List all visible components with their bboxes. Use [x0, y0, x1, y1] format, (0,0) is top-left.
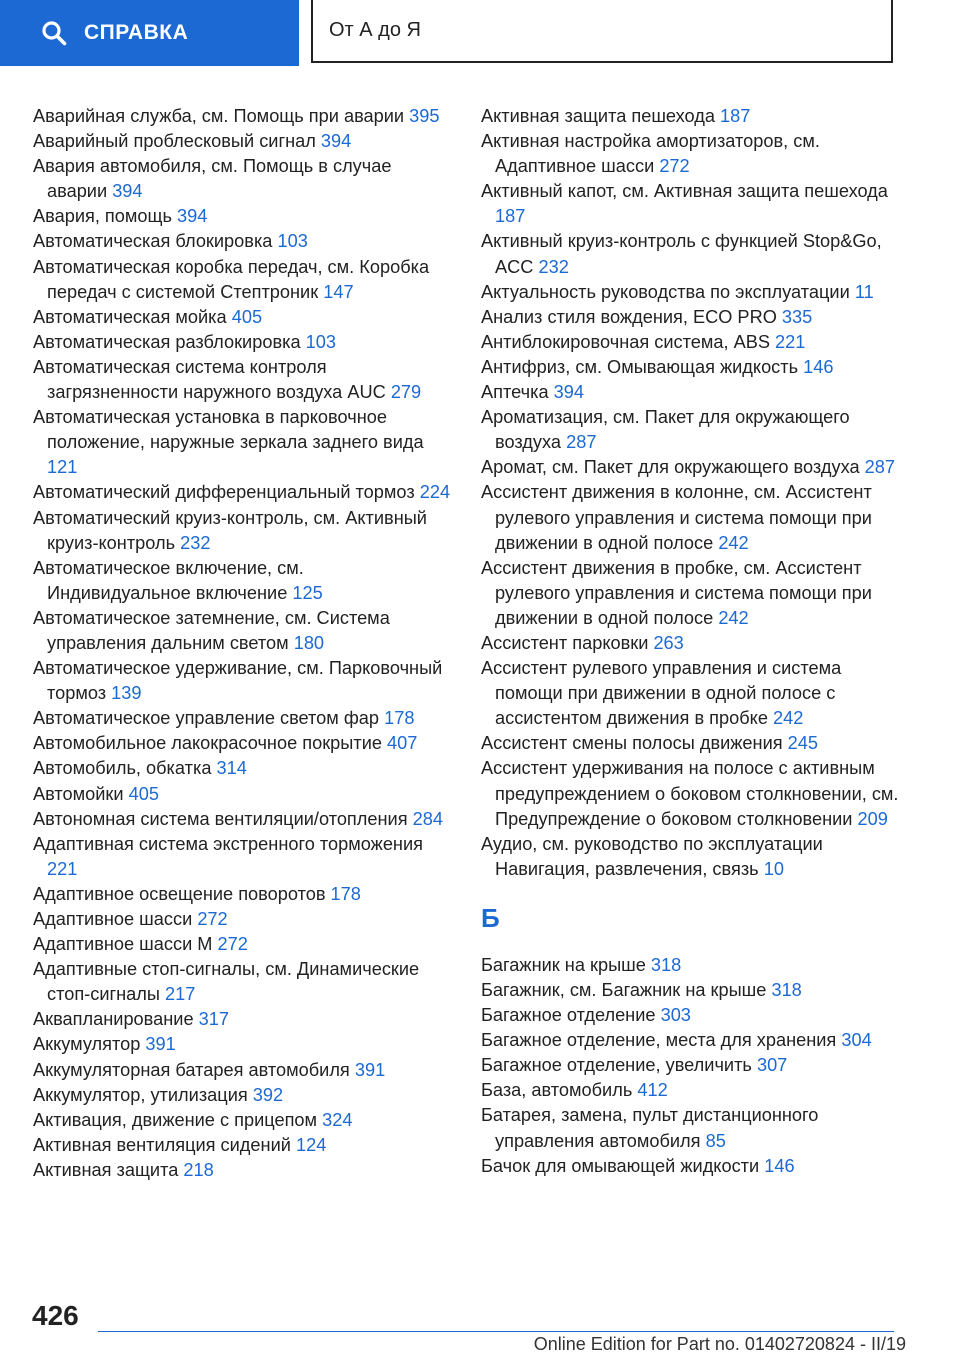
- page-link[interactable]: 232: [538, 256, 569, 277]
- page-link[interactable]: 187: [720, 106, 751, 126]
- index-entry-text: Автоматическая коробка передач, см. Коробка передач с системой Стептроник: [33, 256, 430, 302]
- index-entry: [481, 380, 901, 405]
- page-link[interactable]: 218: [183, 1159, 214, 1180]
- index-entry: [33, 330, 451, 355]
- index-entry-text: Адаптивная система экстренного торможения: [33, 833, 423, 854]
- index-entry: [481, 305, 901, 330]
- index-entry-text: Активная вентиляция сидений: [33, 1134, 291, 1155]
- index-entry: [33, 204, 451, 229]
- page-link[interactable]: 335: [781, 306, 813, 327]
- index-entry: [481, 455, 901, 480]
- index-entry: [481, 1028, 901, 1053]
- page-link[interactable]: 287: [864, 457, 895, 478]
- page-link[interactable]: 272: [659, 156, 690, 177]
- index-entry-text: Автомобильное лакокрасочное покрытие: [33, 733, 382, 754]
- index-entry-text: Авария, помощь: [33, 206, 172, 227]
- index-entry: [481, 1103, 901, 1153]
- index-entry: [481, 656, 901, 731]
- page-link[interactable]: 392: [252, 1084, 284, 1105]
- index-entry-text: Автоматическое затемнение, см. Система управления дальним светом: [33, 607, 390, 653]
- index-entry: [481, 1053, 901, 1078]
- index-entry: [481, 978, 901, 1003]
- index-entry: [481, 355, 901, 380]
- index-entry-text: Автоматическая система контроля загрязненности наружного воздуха AUC: [33, 356, 386, 403]
- index-entry-text: Активация, движение с прицепом: [33, 1109, 318, 1130]
- footer-divider: [98, 1331, 894, 1332]
- index-column-left: [33, 104, 451, 1183]
- index-entry-text: Авария автомобиля, см. Помощь в случае аварии: [33, 156, 392, 202]
- page-link[interactable]: 10: [763, 858, 784, 879]
- page-link[interactable]: 391: [145, 1034, 176, 1055]
- index-entry: [481, 953, 901, 978]
- page-link[interactable]: 217: [165, 984, 196, 1005]
- index-entry: [33, 1058, 451, 1083]
- index-entry-text: Активный капот, см. Активная защита пешехода: [481, 181, 888, 202]
- page-link[interactable]: 263: [653, 632, 684, 653]
- index-entry-text: Багажник, см. Багажник на крыше: [481, 980, 767, 1000]
- index-entry-text: Аптечка: [481, 382, 549, 403]
- index-entry: [481, 631, 901, 656]
- index-entry-text: Автоматическое удерживание, см. Парковочный тормоз: [33, 658, 443, 704]
- index-entry: [33, 932, 451, 957]
- index-entry: [481, 731, 901, 756]
- index-entry: [481, 1003, 901, 1028]
- index-entry: [481, 480, 901, 555]
- index-entry: [33, 355, 451, 405]
- page-link[interactable]: 224: [419, 482, 451, 503]
- page-link[interactable]: 124: [295, 1134, 327, 1155]
- index-entry: [33, 656, 451, 706]
- page-link[interactable]: 146: [803, 356, 834, 377]
- index-entry-text: Батарея, замена, пульт дистанционного управления автомобиля: [481, 1105, 819, 1151]
- index-entry: [33, 606, 451, 656]
- index-entry-text: Автономная система вентиляции/отопления: [33, 808, 408, 829]
- index-entry: [33, 1083, 451, 1108]
- index-group-a: [481, 104, 901, 882]
- index-entry-text: Адаптивное шасси: [33, 909, 193, 929]
- page-link[interactable]: 395: [409, 106, 440, 126]
- index-entry-text: Аромат, см. Пакет для окружающего воздуха: [481, 457, 860, 478]
- page-link[interactable]: 103: [305, 331, 336, 352]
- index-entry-text: Автоматическая установка в парковочное положение, наружные зеркала заднего вида: [33, 407, 424, 453]
- page-link[interactable]: 314: [216, 758, 247, 779]
- page-link[interactable]: 394: [112, 181, 143, 202]
- index-column-right: [481, 104, 901, 1179]
- page-link[interactable]: 11: [854, 281, 874, 302]
- index-entry: [33, 506, 451, 556]
- index-entry: [33, 1158, 451, 1183]
- index-entry-text: Автомобиль, обкатка: [33, 758, 212, 779]
- index-entry: [33, 229, 451, 254]
- page-link[interactable]: 279: [390, 382, 422, 403]
- index-entry: [481, 1154, 901, 1179]
- index-entry-text: Ароматизация, см. Пакет для окружающего воздуха: [481, 407, 850, 453]
- page-link[interactable]: 394: [320, 131, 352, 152]
- index-entry-text: Антиблокировочная система, ABS: [481, 331, 770, 352]
- index-entry: [481, 405, 901, 455]
- index-entry-text: Аккумулятор, утилизация: [33, 1084, 248, 1105]
- index-entry-text: Аудио, см. руководство по эксплуатации Навигация, развлечения, связь: [481, 833, 823, 879]
- index-entry: [33, 1108, 451, 1133]
- index-entry: [481, 330, 901, 355]
- index-entry-text: Автоматический дифференциальный тормоз: [33, 482, 415, 503]
- index-entry-text: Активная защита пешехода: [481, 106, 715, 126]
- index-entry-text: Ассистент движения в колонне, см. Ассистент рулевого управления и система помощи при движении в одной полосе: [481, 482, 872, 553]
- index-entry: [33, 1032, 451, 1057]
- tab-a-to-z-label: От А до Я: [329, 19, 421, 41]
- index-entry: [33, 706, 451, 731]
- page-link[interactable]: 272: [217, 934, 248, 955]
- index-entry-text: Автомойки: [33, 783, 124, 804]
- index-entry-text: Ассистент парковки: [481, 632, 649, 653]
- index-entry: [33, 907, 451, 932]
- index-entry-text: Автоматическое включение, см. Индивидуальное включение: [33, 557, 304, 603]
- page-link[interactable]: 187: [495, 206, 526, 227]
- index-entry-text: Активный круиз-контроль с функцией Stop&Go, ACC: [481, 231, 882, 277]
- page-link[interactable]: 232: [180, 532, 211, 553]
- index-entry: [33, 1133, 451, 1158]
- index-entry-text: Анализ стиля вождения, ECO PRO: [481, 306, 777, 327]
- index-entry: [33, 405, 451, 480]
- index-entry-text: Антифриз, см. Омывающая жидкость: [481, 356, 799, 377]
- page-link[interactable]: 139: [111, 683, 142, 704]
- index-entry: [33, 882, 451, 907]
- page-link[interactable]: 307: [756, 1055, 788, 1076]
- page-link[interactable]: 303: [660, 1005, 691, 1026]
- index-entry-text: Ассистент смены полосы движения: [481, 733, 783, 754]
- index-entry: [33, 104, 451, 129]
- page-link[interactable]: 85: [705, 1130, 726, 1151]
- index-entry: [481, 832, 901, 882]
- page-link[interactable]: 242: [718, 607, 749, 628]
- index-entry-text: Ассистент рулевого управления и система помощи при движении в одной полосе с ассистентом движения в пробке: [481, 658, 842, 729]
- index-entry-text: Аварийный проблесковый сигнал: [33, 131, 316, 152]
- index-entry-text: Адаптивные стоп-сигналы, см. Динамические стоп-сигналы: [33, 959, 420, 1005]
- index-entry-text: Активная защита: [33, 1159, 179, 1180]
- page-link[interactable]: 324: [322, 1109, 353, 1130]
- index-entry: [33, 957, 451, 1007]
- index-entry-text: Аквапланирование: [33, 1009, 194, 1030]
- page-link[interactable]: 391: [354, 1059, 386, 1080]
- index-entry: [33, 807, 451, 832]
- index-entry-text: Бачок для омывающей жидкости: [481, 1155, 760, 1176]
- header: [0, 0, 960, 66]
- index-entry: [481, 229, 901, 279]
- page-link[interactable]: 394: [177, 206, 208, 227]
- page-link[interactable]: 121: [47, 457, 78, 478]
- index-entry-text: Автоматическая разблокировка: [33, 331, 301, 352]
- index-entry: [481, 129, 901, 179]
- index-entry-text: Ассистент движения в пробке, см. Ассистент рулевого управления и система помощи при движении в одной полосе: [481, 557, 872, 628]
- index-entry: [481, 179, 901, 229]
- index-entry: [33, 480, 451, 505]
- index-entry: [481, 556, 901, 631]
- index-entry-text: Аккумуляторная батарея автомобиля: [33, 1059, 350, 1080]
- index-entry-text: Ассистент удерживания на полосе с активным предупреждением о боковом столкновении, см. Предупреждение о боковом столкновении: [481, 758, 899, 829]
- page-link[interactable]: 209: [857, 808, 888, 829]
- index-entry: [33, 782, 451, 807]
- page-link[interactable]: 178: [330, 883, 361, 904]
- index-entry-text: Багажное отделение: [481, 1005, 656, 1026]
- index-entry: [481, 104, 901, 129]
- index-entry-text: Адаптивное освещение поворотов: [33, 883, 326, 904]
- tab-help-label: СПРАВКА: [84, 21, 189, 44]
- search-icon[interactable]: [40, 19, 68, 47]
- index-entry-text: Автоматическая мойка: [33, 306, 227, 327]
- page-link[interactable]: 103: [277, 231, 308, 252]
- page-link[interactable]: 318: [650, 954, 682, 975]
- page-link[interactable]: 284: [412, 808, 443, 829]
- page-link[interactable]: 405: [128, 783, 159, 804]
- page-link[interactable]: 125: [292, 582, 323, 603]
- index-entry-text: База, автомобиль: [481, 1080, 633, 1101]
- page-link[interactable]: 317: [198, 1009, 229, 1030]
- index-entry: [33, 305, 451, 330]
- page-link[interactable]: 405: [231, 306, 263, 327]
- index-entry-text: Адаптивное шасси M: [33, 934, 213, 955]
- index-entry-text: Автоматический круиз-контроль, см. Активный круиз-контроль: [33, 507, 427, 553]
- page-link[interactable]: 412: [637, 1080, 668, 1101]
- index-entry-text: Багажное отделение, места для хранения: [481, 1030, 837, 1051]
- page-link[interactable]: 178: [384, 708, 415, 729]
- page-link[interactable]: 318: [771, 980, 802, 1000]
- index-entry: [33, 756, 451, 781]
- page-link[interactable]: 146: [764, 1155, 795, 1176]
- index-entry: [481, 1078, 901, 1103]
- page-link[interactable]: 287: [566, 432, 597, 453]
- page-link[interactable]: 245: [787, 733, 819, 754]
- index-entry-text: Аварийная служба, см. Помощь при аварии: [33, 106, 405, 126]
- index-entry: [481, 280, 901, 305]
- index-entry-text: Актуальность руководства по эксплуатации: [481, 281, 850, 302]
- index-entry: [33, 556, 451, 606]
- index-entry: [33, 129, 451, 154]
- page-link[interactable]: 221: [775, 331, 806, 352]
- index-entry: [33, 1007, 451, 1032]
- footer-edition-text: Online Edition for Part no. 01402720824 - II/19: [533, 1334, 906, 1354]
- page-link[interactable]: 242: [773, 708, 804, 729]
- page-link[interactable]: 147: [323, 281, 354, 302]
- page-link[interactable]: 180: [293, 632, 325, 653]
- index-entry: [481, 756, 901, 831]
- index-entry: [33, 154, 451, 204]
- page-link[interactable]: 221: [47, 858, 78, 879]
- index-entry: [33, 255, 451, 305]
- index-entry-text: Багажник на крыше: [481, 954, 646, 975]
- index-entry: [33, 731, 451, 756]
- tab-help[interactable]: [0, 0, 299, 66]
- index-entry-text: Багажное отделение, увеличить: [481, 1055, 752, 1076]
- index-entry: [33, 832, 451, 882]
- page-link[interactable]: 242: [718, 532, 749, 553]
- index-entry-text: Автоматическая блокировка: [33, 231, 273, 252]
- page-link[interactable]: 304: [841, 1030, 872, 1051]
- page-link[interactable]: 272: [197, 909, 228, 929]
- section-letter: Б: [481, 902, 500, 933]
- index-entry-text: Автоматическое управление светом фар: [33, 708, 380, 729]
- index-group-b: [481, 953, 901, 1179]
- index-entry-text: Активная настройка амортизаторов, см. Адаптивное шасси: [481, 131, 820, 177]
- page-number: 426: [32, 1300, 79, 1331]
- tab-a-to-z[interactable]: [311, 0, 893, 63]
- index-entry-text: Аккумулятор: [33, 1034, 141, 1055]
- page-link[interactable]: 407: [387, 733, 418, 754]
- page-link[interactable]: 394: [553, 382, 584, 403]
